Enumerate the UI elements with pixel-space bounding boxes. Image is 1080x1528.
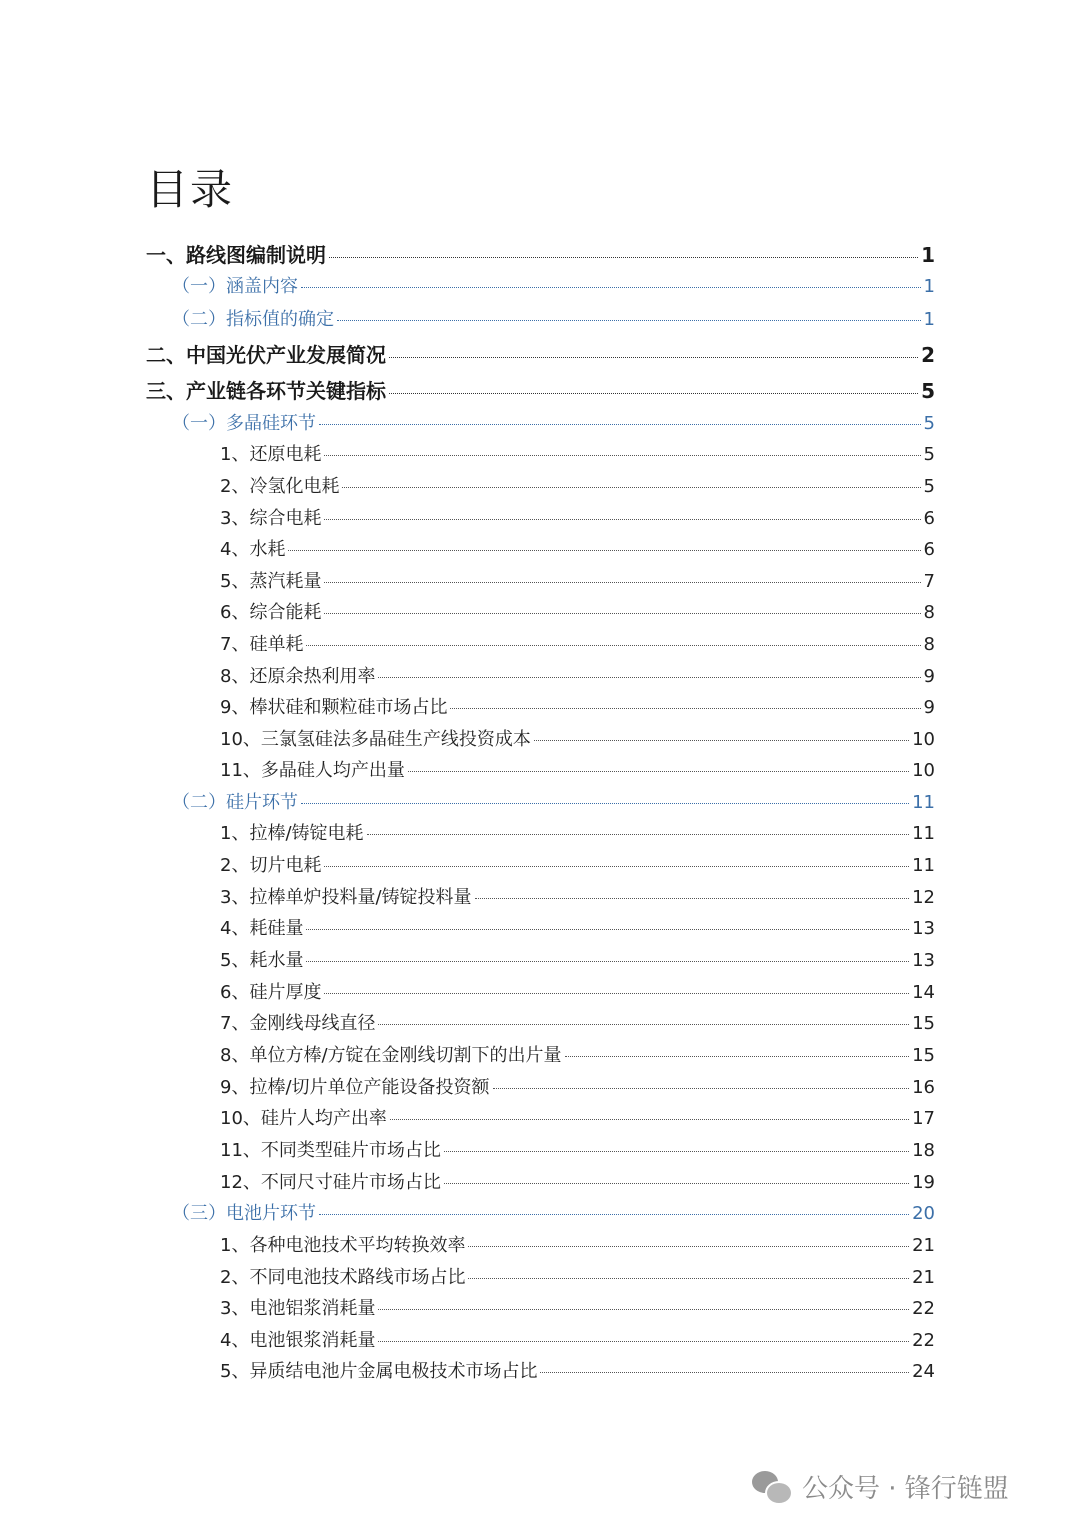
toc-entry[interactable] bbox=[220, 1263, 935, 1289]
toc-dot-leader bbox=[306, 961, 909, 962]
toc-entry[interactable] bbox=[220, 535, 935, 561]
toc-dot-leader bbox=[337, 320, 921, 321]
toc-dot-leader bbox=[324, 866, 909, 867]
toc-entry-label: 9、棒状硅和颗粒硅市场占比 bbox=[220, 697, 448, 718]
toc-dot-leader bbox=[324, 455, 920, 456]
toc-entry-label: 10、三氯氢硅法多晶硅生产线投资成本 bbox=[220, 729, 531, 750]
toc-entry-page-number: 11 bbox=[912, 823, 935, 844]
toc-entry-page-number: 2 bbox=[921, 343, 935, 367]
toc-dot-leader bbox=[444, 1183, 909, 1184]
toc-dot-leader bbox=[324, 993, 909, 994]
toc-entry[interactable] bbox=[220, 567, 935, 593]
toc-dot-leader bbox=[367, 834, 910, 835]
toc-entry-page-number: 22 bbox=[912, 1298, 935, 1319]
toc-entry[interactable] bbox=[172, 788, 935, 814]
toc-entry-page-number: 21 bbox=[912, 1267, 935, 1288]
toc-entry-page-number: 6 bbox=[923, 508, 935, 529]
toc-entry-page-number: 12 bbox=[912, 887, 935, 908]
toc-entry[interactable] bbox=[220, 946, 935, 972]
toc-dot-leader bbox=[493, 1088, 910, 1089]
toc-entry[interactable] bbox=[220, 1231, 935, 1257]
toc-entry-page-number: 6 bbox=[923, 539, 935, 560]
toc-dot-leader bbox=[378, 1341, 909, 1342]
toc-entry-label: 3、电池铝浆消耗量 bbox=[220, 1298, 376, 1319]
toc-entry[interactable] bbox=[220, 472, 935, 498]
toc-dot-leader bbox=[378, 1024, 909, 1025]
toc-entry-page-number: 5 bbox=[923, 444, 935, 465]
toc-dot-leader bbox=[301, 287, 921, 288]
toc-entry-label: 3、拉棒单炉投料量/铸锭投料量 bbox=[220, 887, 472, 908]
toc-dot-leader bbox=[324, 582, 920, 583]
toc-entry-label: 3、综合电耗 bbox=[220, 508, 322, 529]
toc-dot-leader bbox=[534, 740, 909, 741]
toc-entry-page-number: 15 bbox=[912, 1045, 935, 1066]
toc-entry-label: （二）指标值的确定 bbox=[172, 309, 334, 330]
toc-entry-page-number: 14 bbox=[912, 982, 935, 1003]
toc-entry[interactable] bbox=[220, 630, 935, 656]
toc-entry-page-number: 19 bbox=[912, 1172, 935, 1193]
toc-entry[interactable] bbox=[220, 1073, 935, 1099]
toc-entry-label: （三）电池片环节 bbox=[172, 1203, 316, 1224]
toc-entry-label: 4、电池银浆消耗量 bbox=[220, 1330, 376, 1351]
toc-entry-page-number: 1 bbox=[923, 276, 935, 297]
toc-entry[interactable] bbox=[220, 1041, 935, 1067]
toc-entry[interactable] bbox=[220, 1326, 935, 1352]
toc-entry-label: 10、硅片人均产出率 bbox=[220, 1108, 387, 1129]
toc-entry[interactable] bbox=[220, 598, 935, 624]
toc-entry-page-number: 7 bbox=[923, 571, 935, 592]
toc-entry-page-number: 22 bbox=[912, 1330, 935, 1351]
toc-dot-leader bbox=[288, 550, 920, 551]
watermark bbox=[752, 1466, 1009, 1506]
toc-entry-page-number: 21 bbox=[912, 1235, 935, 1256]
toc-dot-leader bbox=[306, 645, 920, 646]
toc-entry-label: 8、还原余热利用率 bbox=[220, 666, 376, 687]
toc-entry-page-number: 13 bbox=[912, 950, 935, 971]
toc-entry-page-number: 1 bbox=[923, 309, 935, 330]
toc-entry-label: 5、耗水量 bbox=[220, 950, 304, 971]
toc-dot-leader bbox=[444, 1151, 909, 1152]
toc-entry[interactable] bbox=[220, 440, 935, 466]
toc-entry-page-number: 5 bbox=[923, 413, 935, 434]
toc-entry-label: 1、拉棒/铸锭电耗 bbox=[220, 823, 364, 844]
toc-entry[interactable] bbox=[220, 1136, 935, 1162]
toc-dot-leader bbox=[342, 487, 920, 488]
wechat-icon bbox=[752, 1469, 792, 1503]
toc-entry[interactable] bbox=[220, 1009, 935, 1035]
toc-entry-label: （二）硅片环节 bbox=[172, 792, 298, 813]
toc-entry[interactable] bbox=[220, 693, 935, 719]
toc-dot-leader bbox=[319, 1214, 909, 1215]
toc-entry-page-number: 15 bbox=[912, 1013, 935, 1034]
toc-entry-label: 8、单位方棒/方锭在金刚线切割下的出片量 bbox=[220, 1045, 562, 1066]
toc-entry-label: 2、冷氢化电耗 bbox=[220, 476, 340, 497]
toc-entry[interactable] bbox=[220, 725, 935, 751]
toc-entry[interactable] bbox=[172, 1199, 935, 1225]
toc-entry[interactable] bbox=[220, 978, 935, 1004]
toc-entry[interactable] bbox=[220, 883, 935, 909]
toc-entry[interactable] bbox=[172, 272, 935, 298]
toc-entry[interactable] bbox=[146, 339, 935, 368]
toc-dot-leader bbox=[450, 708, 920, 709]
toc-entry-label: 11、不同类型硅片市场占比 bbox=[220, 1140, 441, 1161]
toc-entry-page-number: 1 bbox=[921, 243, 935, 267]
toc-entry-label: 2、不同电池技术路线市场占比 bbox=[220, 1267, 466, 1288]
page-title: 目录 bbox=[146, 165, 235, 214]
toc-entry[interactable] bbox=[220, 851, 935, 877]
toc-entry-page-number: 13 bbox=[912, 918, 935, 939]
toc-entry-label: 5、异质结电池片金属电极技术市场占比 bbox=[220, 1361, 538, 1382]
toc-dot-leader bbox=[324, 519, 920, 520]
toc-entry-page-number: 8 bbox=[923, 634, 935, 655]
toc-entry-label: 11、多晶硅人均产出量 bbox=[220, 760, 405, 781]
toc-dot-leader bbox=[301, 803, 909, 804]
toc-entry[interactable] bbox=[220, 819, 935, 845]
toc-dot-leader bbox=[540, 1372, 909, 1373]
toc-entry-page-number: 5 bbox=[921, 379, 935, 403]
toc-entry-label: 6、硅片厚度 bbox=[220, 982, 322, 1003]
toc-dot-leader bbox=[565, 1056, 910, 1057]
toc-dot-leader bbox=[468, 1278, 909, 1279]
toc-entry-label: 1、各种电池技术平均转换效率 bbox=[220, 1235, 466, 1256]
toc-entry[interactable] bbox=[220, 914, 935, 940]
toc-entry-page-number: 9 bbox=[923, 697, 935, 718]
toc-entry[interactable] bbox=[146, 375, 935, 404]
toc-entry-label: （一）涵盖内容 bbox=[172, 276, 298, 297]
toc-entry-page-number: 10 bbox=[912, 760, 935, 781]
toc-dot-leader bbox=[475, 898, 910, 899]
toc-entry-page-number: 18 bbox=[912, 1140, 935, 1161]
toc-entry[interactable] bbox=[220, 1294, 935, 1320]
toc-entry-label: 7、金刚线母线直径 bbox=[220, 1013, 376, 1034]
toc-entry-label: 7、硅单耗 bbox=[220, 634, 304, 655]
toc-entry[interactable] bbox=[220, 756, 935, 782]
toc-entry-page-number: 10 bbox=[912, 729, 935, 750]
toc-dot-leader bbox=[389, 393, 918, 394]
toc-entry-page-number: 11 bbox=[912, 855, 935, 876]
toc-dot-leader bbox=[319, 424, 921, 425]
toc-entry[interactable] bbox=[146, 239, 935, 268]
toc-entry[interactable] bbox=[220, 662, 935, 688]
toc-entry-page-number: 8 bbox=[923, 602, 935, 623]
toc-dot-leader bbox=[468, 1246, 909, 1247]
toc-entry-page-number: 9 bbox=[923, 666, 935, 687]
watermark-text: 公众号 · 锋行链盟 bbox=[802, 1473, 1009, 1504]
toc-dot-leader bbox=[389, 357, 918, 358]
toc-dot-leader bbox=[378, 1309, 909, 1310]
toc-entry[interactable] bbox=[172, 305, 935, 331]
toc-entry-label: 6、综合能耗 bbox=[220, 602, 322, 623]
toc-entry[interactable] bbox=[220, 1168, 935, 1194]
toc-dot-leader bbox=[329, 257, 918, 258]
toc-entry-label: 5、蒸汽耗量 bbox=[220, 571, 322, 592]
toc-entry-label: 一、路线图编制说明 bbox=[146, 243, 326, 267]
toc-entry-page-number: 5 bbox=[923, 476, 935, 497]
toc-entry-page-number: 16 bbox=[912, 1077, 935, 1098]
toc-entry-label: 三、产业链各环节关键指标 bbox=[146, 379, 386, 403]
toc-entry-label: 二、中国光伏产业发展简况 bbox=[146, 343, 386, 367]
toc-entry-label: 4、耗硅量 bbox=[220, 918, 304, 939]
toc-entry[interactable] bbox=[220, 1104, 935, 1130]
toc-entry-page-number: 17 bbox=[912, 1108, 935, 1129]
toc-dot-leader bbox=[378, 677, 920, 678]
toc-entry[interactable] bbox=[220, 1357, 935, 1383]
toc-entry-label: 4、水耗 bbox=[220, 539, 286, 560]
toc-entry-label: 2、切片电耗 bbox=[220, 855, 322, 876]
toc-entry[interactable] bbox=[172, 409, 935, 435]
toc-entry-page-number: 20 bbox=[912, 1203, 935, 1224]
toc-dot-leader bbox=[390, 1119, 909, 1120]
toc-entry-page-number: 11 bbox=[912, 792, 935, 813]
toc-dot-leader bbox=[324, 613, 920, 614]
toc-entry-label: 1、还原电耗 bbox=[220, 444, 322, 465]
toc-entry-label: （一）多晶硅环节 bbox=[172, 413, 316, 434]
toc-dot-leader bbox=[408, 771, 909, 772]
toc-entry-label: 12、不同尺寸硅片市场占比 bbox=[220, 1172, 441, 1193]
toc-dot-leader bbox=[306, 929, 909, 930]
toc-entry[interactable] bbox=[220, 504, 935, 530]
toc-entry-page-number: 24 bbox=[912, 1361, 935, 1382]
toc-entry-label: 9、拉棒/切片单位产能设备投资额 bbox=[220, 1077, 490, 1098]
